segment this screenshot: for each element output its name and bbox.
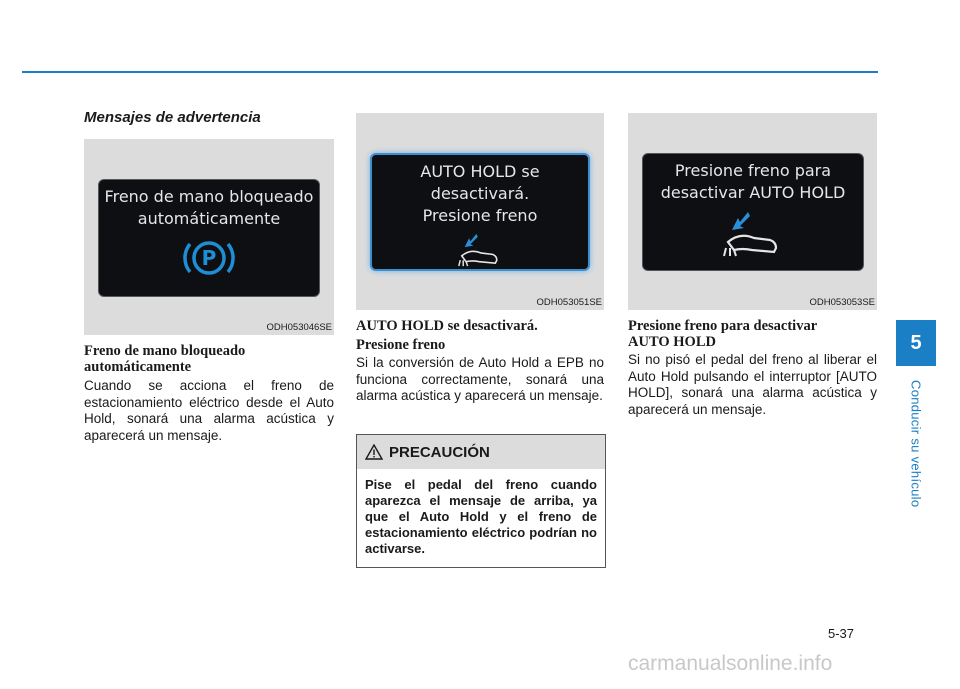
page-number: 5-37: [828, 626, 855, 641]
figure-press-brake: [628, 113, 877, 310]
chapter-tab: 5: [896, 320, 936, 366]
cluster-display: [370, 153, 590, 271]
brake-pedal-icon: [445, 231, 515, 269]
caution-header: [357, 435, 605, 469]
col3-heading: Presione freno para desactivar AUTO HOLD: [628, 318, 817, 350]
top-rule: [22, 71, 878, 73]
caution-box: [356, 434, 606, 568]
figure-code: ODH053046SE: [266, 322, 332, 333]
col3-body: Si no pisó el pedal del freno al liberar el Auto Hold pulsando el interruptor [AUTO HOLD], sonará una alarma acústica y aparecerá un mensaje.: [628, 352, 877, 417]
warning-triangle-icon: [365, 444, 383, 460]
svg-text:P: P: [201, 246, 217, 270]
brake-pedal-icon: [718, 208, 788, 260]
watermark: carmanualsonline.info: [628, 652, 833, 675]
col1-heading: Freno de mano bloqueado automáticamente: [84, 343, 246, 375]
figure-auto-hold-off: [356, 113, 604, 310]
figure-code: ODH053051SE: [536, 297, 602, 308]
cluster-display: [642, 153, 864, 271]
col2-body: Si la conversión de Auto Hold a EPB no funciona correctamente, sonará una alarma acústica y aparecerá un mensaje.: [356, 355, 604, 403]
down-arrow-icon: [465, 234, 478, 247]
down-arrow-icon: [732, 212, 750, 230]
section-title: Mensajes de advertencia: [84, 109, 261, 126]
col1-body: Cuando se acciona el freno de estacionamiento eléctrico desde el Auto Hold, sonará una alarma acústica y aparecerá un mensaje.: [84, 378, 334, 443]
chapter-label: Conducir su vehículo: [908, 380, 924, 508]
col2-heading: AUTO HOLD se desactivará.: [356, 318, 538, 334]
caution-title: PRECAUCIÓN: [389, 443, 490, 461]
screen-line-1: Freno de mano bloqueado: [104, 187, 314, 206]
screen-line-2: desactivar AUTO HOLD: [660, 183, 846, 202]
figure-code: ODH053053SE: [809, 297, 875, 308]
screen-line-1: AUTO HOLD se desactivará.: [420, 162, 540, 203]
cluster-display: [98, 179, 320, 297]
screen-line-2: automáticamente: [137, 209, 281, 228]
screen-line-1: Presione freno para: [674, 161, 832, 180]
figure-parking-brake: [84, 139, 334, 335]
parking-brake-icon: [179, 236, 239, 280]
screen-line-2: Presione freno: [422, 206, 538, 225]
col2-subheading: Presione freno: [356, 337, 446, 353]
caution-body: Pise el pedal del freno cuando aparezca el mensaje de arriba, ya que el Auto Hold y el freno de estacionamiento eléctrico podrían no activarse.: [365, 477, 597, 556]
